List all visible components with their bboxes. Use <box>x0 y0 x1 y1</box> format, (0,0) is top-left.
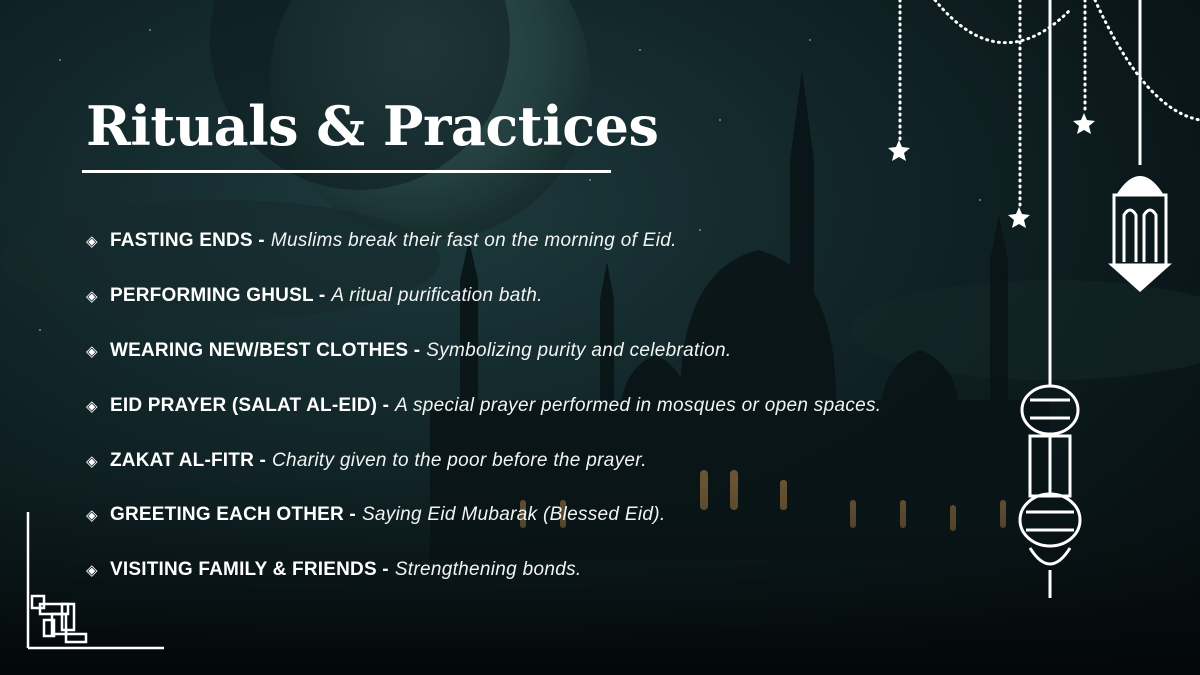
diamond-bullet-icon: ◈ <box>86 451 98 470</box>
item-description: Charity given to the poor before the prayer. <box>272 449 647 471</box>
item-description: A special prayer performed in mosques or open spaces. <box>395 394 882 416</box>
slide-title: Rituals & Practices <box>86 94 659 158</box>
diamond-bullet-icon: ◈ <box>86 396 98 415</box>
diamond-bullet-icon: ◈ <box>86 506 98 525</box>
item-description: Muslims break their fast on the morning of Eid. <box>270 230 677 252</box>
list-item <box>86 543 1046 598</box>
diamond-bullet-icon: ◈ <box>86 341 98 360</box>
item-term: ZAKAT AL-FITR - <box>110 449 267 471</box>
item-term: WEARING NEW/BEST CLOTHES - <box>110 339 421 361</box>
list-item <box>86 269 1046 324</box>
list-item <box>86 324 1046 379</box>
list-item <box>86 488 1046 543</box>
item-term: EID PRAYER (SALAT AL-EID) - <box>110 394 390 416</box>
item-term: FASTING ENDS - <box>110 230 265 252</box>
list-item <box>86 433 1046 488</box>
title-underline <box>82 170 611 173</box>
list-item <box>86 214 1046 269</box>
diamond-bullet-icon: ◈ <box>86 232 98 251</box>
rituals-list <box>86 214 1046 598</box>
item-description: Symbolizing purity and celebration. <box>426 339 732 361</box>
item-description: Strengthening bonds. <box>394 559 582 581</box>
item-term: GREETING EACH OTHER - <box>110 504 356 526</box>
item-term: PERFORMING GHUSL - <box>110 285 326 307</box>
item-description: Saying Eid Mubarak (Blessed Eid). <box>361 504 666 526</box>
item-description: A ritual purification bath. <box>331 285 543 307</box>
diamond-bullet-icon: ◈ <box>86 561 98 580</box>
item-term: VISITING FAMILY & FRIENDS - <box>110 559 389 581</box>
diamond-bullet-icon: ◈ <box>86 287 98 306</box>
list-item <box>86 378 1046 433</box>
